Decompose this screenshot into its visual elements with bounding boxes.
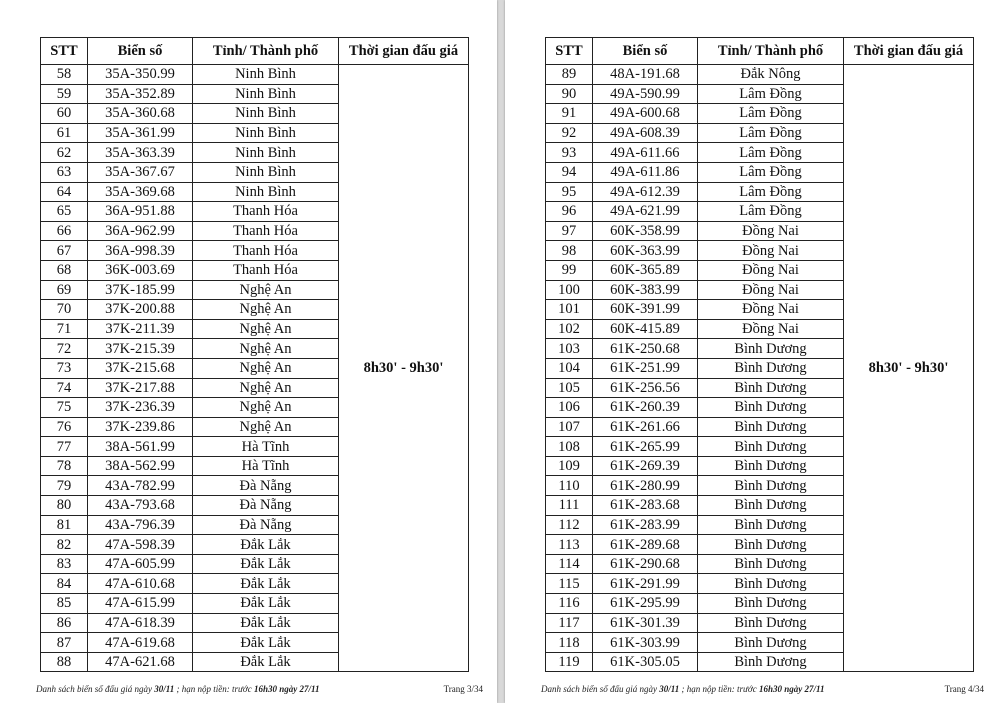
- cell-stt: 87: [41, 633, 88, 653]
- cell-stt: 58: [41, 65, 88, 85]
- cell-plate: 38A-562.99: [88, 456, 193, 476]
- cell-plate: 61K-256.56: [593, 378, 698, 398]
- cell-plate: 60K-415.89: [593, 319, 698, 339]
- cell-plate: 61K-291.99: [593, 574, 698, 594]
- cell-province: Bình Dương: [698, 398, 844, 418]
- cell-stt: 62: [41, 143, 88, 163]
- cell-stt: 98: [546, 241, 593, 261]
- cell-province: Bình Dương: [698, 496, 844, 516]
- cell-plate: 35A-350.99: [88, 65, 193, 85]
- cell-stt: 104: [546, 358, 593, 378]
- cell-plate: 61K-283.68: [593, 496, 698, 516]
- cell-province: Thanh Hóa: [193, 202, 339, 222]
- cell-stt: 60: [41, 104, 88, 124]
- table-header-row: [41, 38, 469, 65]
- cell-stt: 64: [41, 182, 88, 202]
- cell-plate: 49A-612.39: [593, 182, 698, 202]
- cell-province: Đà Nẵng: [193, 515, 339, 535]
- cell-stt: 115: [546, 574, 593, 594]
- cell-province: Nghệ An: [193, 280, 339, 300]
- cell-stt: 91: [546, 104, 593, 124]
- cell-stt: 71: [41, 319, 88, 339]
- cell-plate: 43A-793.68: [88, 496, 193, 516]
- cell-province: Ninh Bình: [193, 84, 339, 104]
- header-stt: STT: [546, 38, 593, 65]
- cell-province: Bình Dương: [698, 613, 844, 633]
- cell-plate: 49A-608.39: [593, 123, 698, 143]
- cell-province: Bình Dương: [698, 554, 844, 574]
- footer-prefix: Danh sách biển số đấu giá ngày: [36, 684, 155, 694]
- cell-stt: 116: [546, 594, 593, 614]
- cell-plate: 48A-191.68: [593, 65, 698, 85]
- footer-mid: ; hạn nộp tiền: trước: [679, 684, 759, 694]
- cell-plate: 35A-363.39: [88, 143, 193, 163]
- cell-plate: 49A-590.99: [593, 84, 698, 104]
- cell-plate: 37K-200.88: [88, 300, 193, 320]
- cell-province: Bình Dương: [698, 594, 844, 614]
- cell-stt: 75: [41, 398, 88, 418]
- cell-plate: 47A-610.68: [88, 574, 193, 594]
- cell-province: Bình Dương: [698, 456, 844, 476]
- cell-plate: 37K-217.88: [88, 378, 193, 398]
- cell-plate: 61K-280.99: [593, 476, 698, 496]
- cell-province: Đồng Nai: [698, 280, 844, 300]
- cell-plate: 43A-782.99: [88, 476, 193, 496]
- cell-stt: 88: [41, 652, 88, 672]
- cell-plate: 47A-598.39: [88, 535, 193, 555]
- cell-province: Ninh Bình: [193, 123, 339, 143]
- cell-plate: 37K-215.39: [88, 339, 193, 359]
- cell-stt: 59: [41, 84, 88, 104]
- cell-province: Đắk Lắk: [193, 574, 339, 594]
- cell-stt: 93: [546, 143, 593, 163]
- cell-province: Lâm Đồng: [698, 84, 844, 104]
- cell-province: Bình Dương: [698, 535, 844, 555]
- cell-province: Nghệ An: [193, 417, 339, 437]
- cell-stt: 110: [546, 476, 593, 496]
- cell-province: Nghệ An: [193, 398, 339, 418]
- cell-auction-time: 8h30' - 9h30': [339, 65, 469, 672]
- cell-plate: 61K-250.68: [593, 339, 698, 359]
- cell-province: Ninh Bình: [193, 143, 339, 163]
- cell-stt: 82: [41, 535, 88, 555]
- cell-stt: 101: [546, 300, 593, 320]
- header-auction-time: Thời gian đấu giá: [844, 38, 974, 65]
- cell-province: Đà Nẵng: [193, 476, 339, 496]
- cell-province: Bình Dương: [698, 417, 844, 437]
- cell-plate: 47A-621.68: [88, 652, 193, 672]
- cell-province: Đắk Lắk: [193, 633, 339, 653]
- cell-province: Lâm Đồng: [698, 104, 844, 124]
- page-number: Trang 3/34: [443, 684, 483, 694]
- cell-plate: 49A-611.86: [593, 162, 698, 182]
- cell-stt: 119: [546, 652, 593, 672]
- cell-province: Hà Tĩnh: [193, 456, 339, 476]
- cell-plate: 37K-211.39: [88, 319, 193, 339]
- cell-province: Bình Dương: [698, 437, 844, 457]
- cell-plate: 60K-383.99: [593, 280, 698, 300]
- cell-stt: 95: [546, 182, 593, 202]
- cell-province: Bình Dương: [698, 339, 844, 359]
- cell-stt: 106: [546, 398, 593, 418]
- cell-province: Đồng Nai: [698, 260, 844, 280]
- cell-plate: 61K-303.99: [593, 633, 698, 653]
- cell-province: Ninh Bình: [193, 104, 339, 124]
- table-body: [546, 65, 974, 672]
- cell-plate: 61K-269.39: [593, 456, 698, 476]
- cell-stt: 92: [546, 123, 593, 143]
- header-plate: Biển số: [88, 38, 193, 65]
- cell-stt: 76: [41, 417, 88, 437]
- footer-mid: ; hạn nộp tiền: trước: [174, 684, 254, 694]
- cell-province: Đà Nẵng: [193, 496, 339, 516]
- cell-province: Lâm Đồng: [698, 182, 844, 202]
- cell-plate: 35A-367.67: [88, 162, 193, 182]
- cell-stt: 84: [41, 574, 88, 594]
- cell-stt: 99: [546, 260, 593, 280]
- cell-stt: 107: [546, 417, 593, 437]
- cell-province: Ninh Bình: [193, 162, 339, 182]
- cell-stt: 90: [546, 84, 593, 104]
- cell-plate: 38A-561.99: [88, 437, 193, 457]
- cell-province: Thanh Hóa: [193, 241, 339, 261]
- cell-stt: 97: [546, 221, 593, 241]
- cell-stt: 114: [546, 554, 593, 574]
- footer-deadline: 16h30 ngày 27/11: [253, 684, 320, 694]
- table-header-row: [546, 38, 974, 65]
- cell-province: Đắk Nông: [698, 65, 844, 85]
- cell-province: Bình Dương: [698, 515, 844, 535]
- table-row: [41, 65, 469, 85]
- cell-province: Bình Dương: [698, 378, 844, 398]
- cell-province: Hà Tĩnh: [193, 437, 339, 457]
- cell-plate: 61K-283.99: [593, 515, 698, 535]
- cell-plate: 49A-621.99: [593, 202, 698, 222]
- footer-date: 30/11: [154, 684, 175, 694]
- cell-plate: 37K-239.86: [88, 417, 193, 437]
- cell-province: Nghệ An: [193, 319, 339, 339]
- cell-plate: 61K-265.99: [593, 437, 698, 457]
- cell-stt: 73: [41, 358, 88, 378]
- cell-stt: 109: [546, 456, 593, 476]
- cell-plate: 49A-611.66: [593, 143, 698, 163]
- cell-stt: 118: [546, 633, 593, 653]
- cell-stt: 108: [546, 437, 593, 457]
- page-footer-note: [541, 684, 824, 694]
- cell-stt: 74: [41, 378, 88, 398]
- cell-stt: 103: [546, 339, 593, 359]
- cell-stt: 70: [41, 300, 88, 320]
- cell-province: Lâm Đồng: [698, 202, 844, 222]
- cell-province: Lâm Đồng: [698, 143, 844, 163]
- cell-province: Đắk Lắk: [193, 613, 339, 633]
- cell-plate: 47A-615.99: [88, 594, 193, 614]
- cell-plate: 36K-003.69: [88, 260, 193, 280]
- plate-table: [40, 37, 469, 672]
- cell-plate: 60K-363.99: [593, 241, 698, 261]
- cell-stt: 77: [41, 437, 88, 457]
- cell-province: Đắk Lắk: [193, 554, 339, 574]
- cell-plate: 61K-289.68: [593, 535, 698, 555]
- cell-province: Bình Dương: [698, 633, 844, 653]
- footer-date: 30/11: [659, 684, 680, 694]
- cell-stt: 113: [546, 535, 593, 555]
- cell-stt: 65: [41, 202, 88, 222]
- cell-plate: 61K-251.99: [593, 358, 698, 378]
- cell-province: Ninh Bình: [193, 65, 339, 85]
- cell-stt: 78: [41, 456, 88, 476]
- cell-province: Lâm Đồng: [698, 123, 844, 143]
- cell-province: Đắk Lắk: [193, 594, 339, 614]
- cell-stt: 68: [41, 260, 88, 280]
- cell-stt: 79: [41, 476, 88, 496]
- cell-plate: 60K-391.99: [593, 300, 698, 320]
- cell-plate: 36A-951.88: [88, 202, 193, 222]
- cell-plate: 37K-236.39: [88, 398, 193, 418]
- cell-province: Bình Dương: [698, 358, 844, 378]
- cell-stt: 67: [41, 241, 88, 261]
- cell-province: Nghệ An: [193, 300, 339, 320]
- cell-stt: 85: [41, 594, 88, 614]
- header-province: Tỉnh/ Thành phố: [698, 38, 844, 65]
- cell-plate: 61K-305.05: [593, 652, 698, 672]
- cell-plate: 47A-618.39: [88, 613, 193, 633]
- cell-plate: 61K-295.99: [593, 594, 698, 614]
- cell-auction-time: 8h30' - 9h30': [844, 65, 974, 672]
- footer-deadline: 16h30 ngày 27/11: [758, 684, 825, 694]
- cell-plate: 61K-260.39: [593, 398, 698, 418]
- cell-province: Thanh Hóa: [193, 221, 339, 241]
- header-stt: STT: [41, 38, 88, 65]
- cell-plate: 49A-600.68: [593, 104, 698, 124]
- document-page-left: [0, 0, 497, 703]
- cell-stt: 112: [546, 515, 593, 535]
- cell-plate: 35A-369.68: [88, 182, 193, 202]
- cell-province: Bình Dương: [698, 476, 844, 496]
- cell-plate: 47A-619.68: [88, 633, 193, 653]
- cell-province: Đắk Lắk: [193, 535, 339, 555]
- cell-stt: 102: [546, 319, 593, 339]
- cell-stt: 100: [546, 280, 593, 300]
- cell-plate: 43A-796.39: [88, 515, 193, 535]
- cell-plate: 61K-261.66: [593, 417, 698, 437]
- cell-stt: 63: [41, 162, 88, 182]
- cell-province: Bình Dương: [698, 652, 844, 672]
- cell-plate: 36A-998.39: [88, 241, 193, 261]
- table-body: [41, 65, 469, 672]
- cell-stt: 69: [41, 280, 88, 300]
- cell-stt: 81: [41, 515, 88, 535]
- cell-plate: 60K-358.99: [593, 221, 698, 241]
- page-footer-note: [36, 684, 319, 694]
- cell-province: Nghệ An: [193, 358, 339, 378]
- header-province: Tỉnh/ Thành phố: [193, 38, 339, 65]
- cell-stt: 80: [41, 496, 88, 516]
- cell-plate: 36A-962.99: [88, 221, 193, 241]
- cell-plate: 37K-215.68: [88, 358, 193, 378]
- plate-table: [545, 37, 974, 672]
- cell-plate: 60K-365.89: [593, 260, 698, 280]
- cell-stt: 94: [546, 162, 593, 182]
- cell-stt: 83: [41, 554, 88, 574]
- cell-stt: 66: [41, 221, 88, 241]
- cell-province: Đồng Nai: [698, 241, 844, 261]
- cell-stt: 105: [546, 378, 593, 398]
- cell-province: Đồng Nai: [698, 300, 844, 320]
- cell-plate: 47A-605.99: [88, 554, 193, 574]
- cell-plate: 35A-360.68: [88, 104, 193, 124]
- header-plate: Biển số: [593, 38, 698, 65]
- table-row: [546, 65, 974, 85]
- cell-stt: 96: [546, 202, 593, 222]
- cell-plate: 35A-361.99: [88, 123, 193, 143]
- cell-stt: 89: [546, 65, 593, 85]
- footer-prefix: Danh sách biển số đấu giá ngày: [541, 684, 660, 694]
- cell-stt: 72: [41, 339, 88, 359]
- cell-province: Nghệ An: [193, 378, 339, 398]
- header-auction-time: Thời gian đấu giá: [339, 38, 469, 65]
- page-number: Trang 4/34: [944, 684, 984, 694]
- cell-plate: 37K-185.99: [88, 280, 193, 300]
- cell-province: Đồng Nai: [698, 319, 844, 339]
- cell-province: Lâm Đồng: [698, 162, 844, 182]
- cell-stt: 111: [546, 496, 593, 516]
- cell-stt: 61: [41, 123, 88, 143]
- cell-plate: 61K-301.39: [593, 613, 698, 633]
- cell-plate: 61K-290.68: [593, 554, 698, 574]
- cell-province: Bình Dương: [698, 574, 844, 594]
- cell-stt: 117: [546, 613, 593, 633]
- cell-province: Thanh Hóa: [193, 260, 339, 280]
- cell-stt: 86: [41, 613, 88, 633]
- cell-province: Nghệ An: [193, 339, 339, 359]
- cell-province: Ninh Bình: [193, 182, 339, 202]
- cell-plate: 35A-352.89: [88, 84, 193, 104]
- document-page-right: [505, 0, 1000, 703]
- cell-province: Đắk Lắk: [193, 652, 339, 672]
- cell-province: Đồng Nai: [698, 221, 844, 241]
